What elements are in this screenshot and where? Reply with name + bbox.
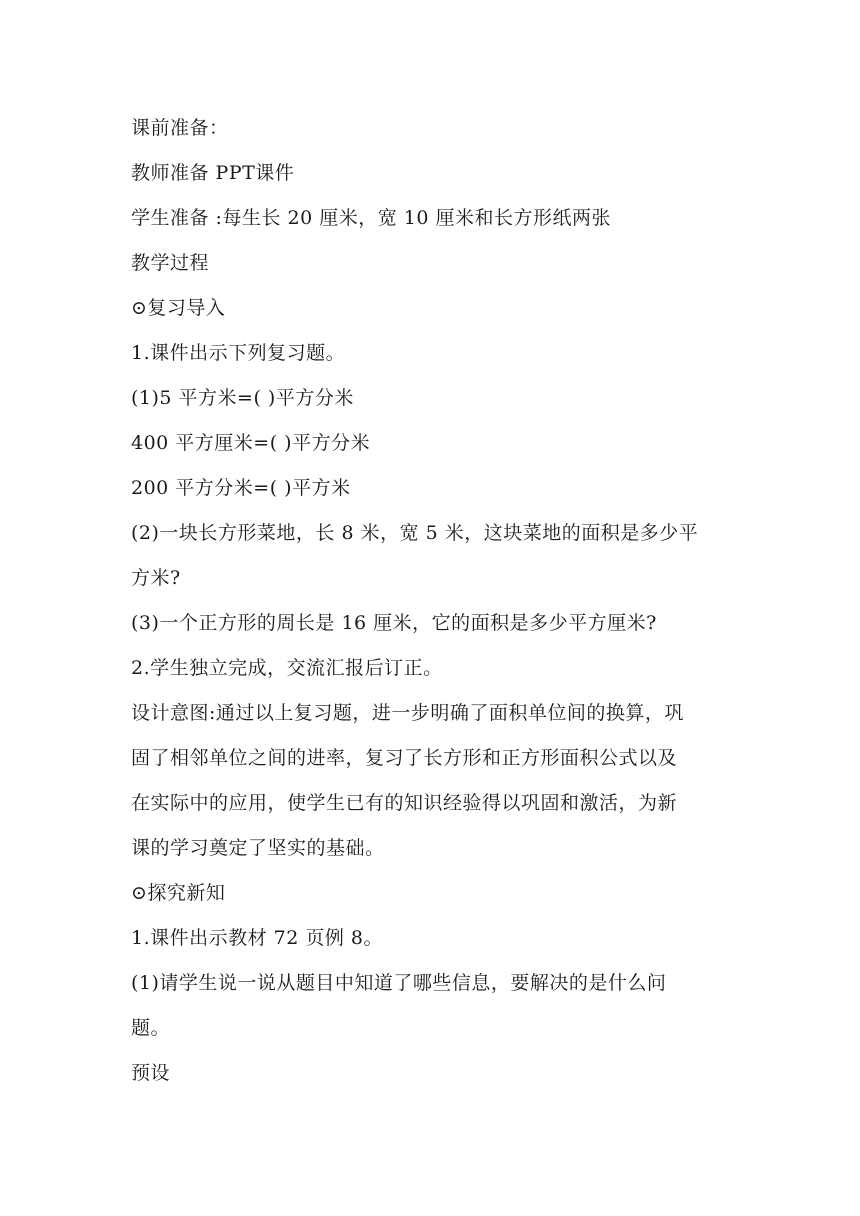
line-process-heading: 教学过程 [131,252,210,274]
line-question-1b: 400 平方厘米=( )平方分米 [131,432,371,454]
line-question-2-cont: 方米? [131,567,181,589]
line-explore-1a: (1)请学生说一说从题目中知道了哪些信息，要解决的是什么问 [131,972,667,994]
line-design-intent-2: 固了相邻单位之间的进率，复习了长方形和正方形面积公式以及 [131,747,678,769]
line-question-1a: (1)5 平方米=( )平方分米 [131,387,354,409]
line-prep-heading: 课前准备： [131,117,229,139]
line-teacher-prep: 教师准备 PPT课件 [131,162,295,184]
line-question-3: (3)一个正方形的周长是 16 厘米，它的面积是多少平方厘米? [131,612,657,634]
line-design-intent-3: 在实际中的应用，使学生已有的知识经验得以巩固和激活，为新 [131,792,678,814]
line-explore-1a-cont: 题。 [131,1017,171,1039]
line-question-1c: 200 平方分米=( )平方米 [131,477,351,499]
line-design-intent-4: 课的学习奠定了坚实的基础。 [131,837,385,859]
line-explore-heading: ⊙探究新知 [131,882,226,904]
line-design-intent-1: 设计意图:通过以上复习题，进一步明确了面积单位间的换算，巩 [131,702,684,724]
line-preset: 预设 [131,1062,171,1084]
line-student-prep: 学生准备 :每生长 20 厘米，宽 10 厘米和长方形纸两张 [131,207,611,229]
line-explore-1: 1.课件出示教材 72 页例 8。 [131,927,384,949]
line-review-1: 1.课件出示下列复习题。 [131,342,346,364]
line-question-2: (2)一块长方形菜地，长 8 米，宽 5 米，这块菜地的面积是多少平 [131,522,699,544]
line-review-heading: ⊙复习导入 [131,297,226,319]
line-review-2: 2.学生独立完成，交流汇报后订正。 [131,657,443,679]
